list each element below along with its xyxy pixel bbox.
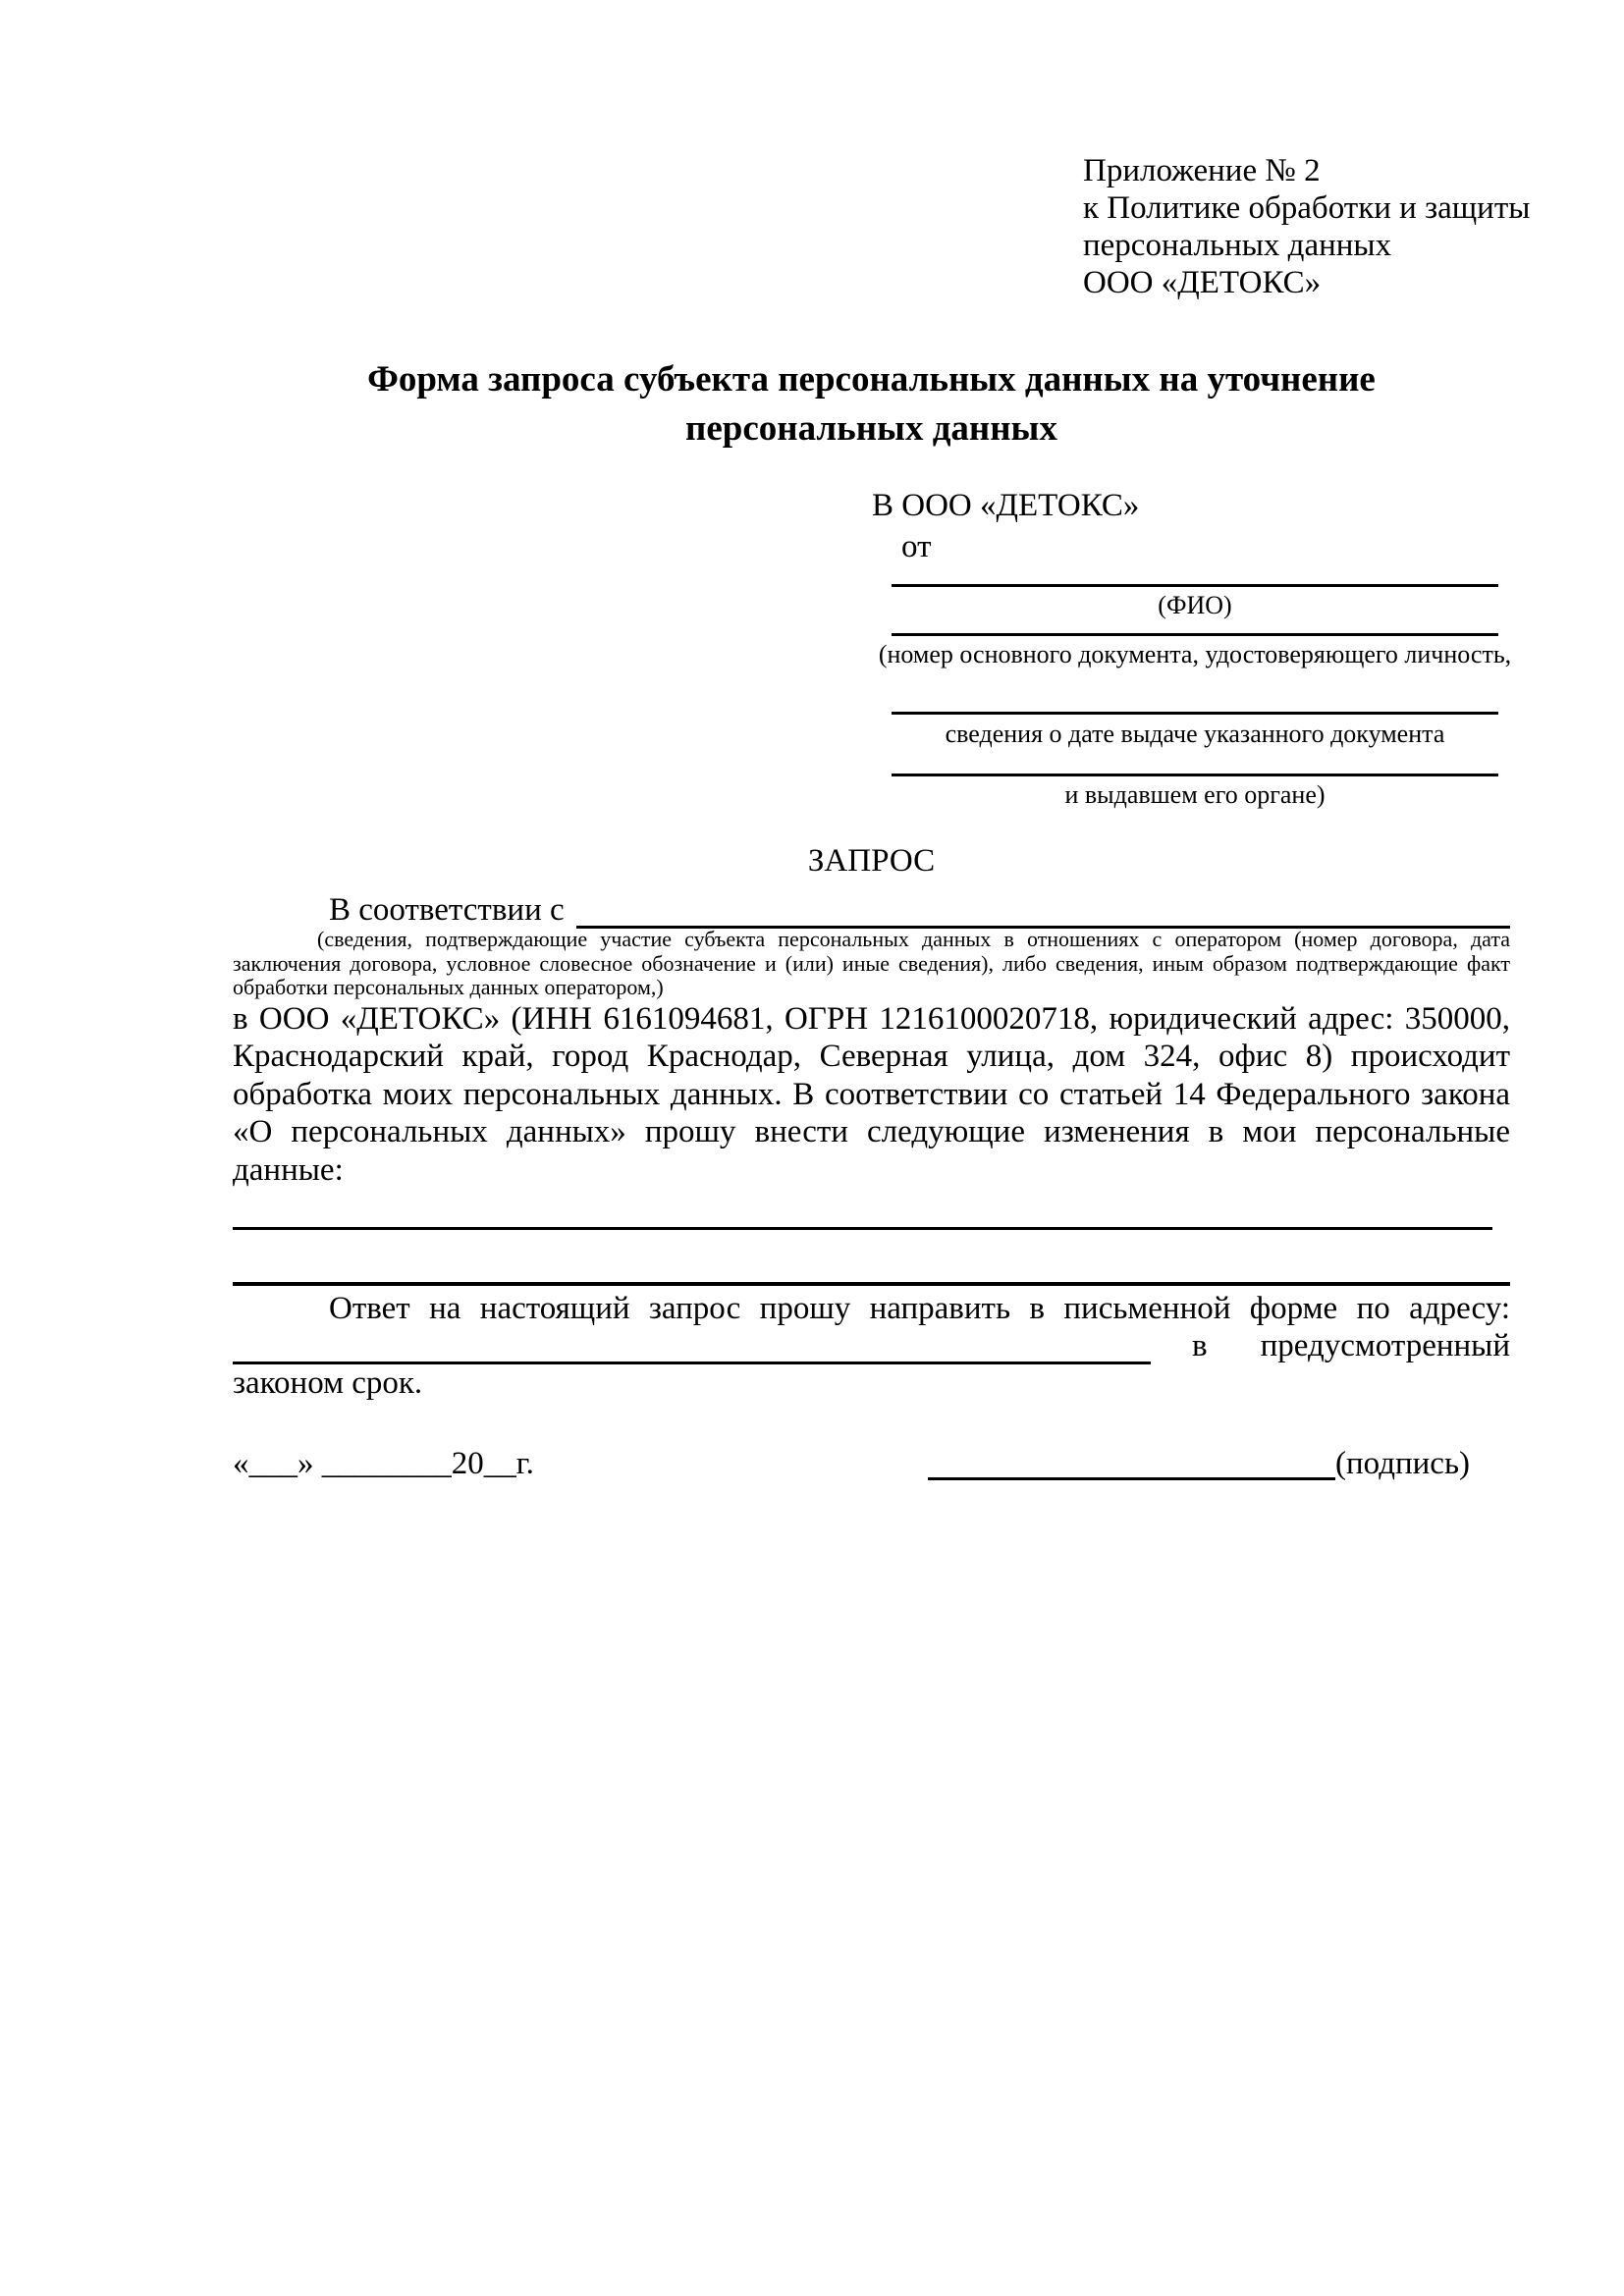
issue-org-blank-line (892, 739, 1498, 776)
form-title (233, 355, 1510, 454)
header-line-personal-data: персональных данных (1083, 228, 1392, 263)
signature-blank-line (928, 1445, 1335, 1480)
signature-label: (подпись) (1335, 1446, 1470, 1481)
request-heading: ЗАПРОС (807, 843, 936, 879)
body-paragraph (233, 1000, 1510, 1189)
changes-blank-line-1 (233, 1193, 1492, 1230)
footnote-line-3: обработки персональных данных оператором,) (233, 975, 664, 999)
fio-blank-line (892, 550, 1498, 587)
intro-line (329, 891, 1510, 929)
footnote-line-2: заключения договора, условное словесное обозначение и (или) иные сведения), либо сведения, иным образом подтверждающие факт (233, 950, 1510, 976)
from-label: от (901, 529, 932, 564)
reply-line-3: законом срок. (233, 1365, 423, 1401)
form-title-line-1: Форма запроса субъекта персональных данных на уточнение (367, 359, 1376, 400)
body-line-4: «О персональных данных» прошу внести следующие изменения в мои персональные (233, 1114, 1510, 1150)
header-line-policy: к Политике обработки и защиты (1083, 190, 1531, 226)
reply-line-2 (233, 1327, 1510, 1364)
date-placeholder: «___» ________20__г. (233, 1446, 534, 1481)
doc-number-blank-line (892, 599, 1498, 636)
doc-number-label: (номер основного документа, удостоверяющего личность, (878, 640, 1512, 668)
issue-date-label: сведения о дате выдаче указанного документа (945, 720, 1445, 748)
body-line-3: обработка моих персональных данных. В соответствии со статьей 14 Федерального закона (233, 1076, 1510, 1112)
issue-org-label: и выдавшем его органе) (1064, 780, 1326, 809)
fio-label: (ФИО) (1158, 591, 1232, 619)
intro-prefix: В соответствии с (329, 892, 565, 928)
form-title-line-2: персональных данных (685, 408, 1057, 449)
reply-filler-word-2: предусмотренный (1260, 1328, 1510, 1363)
intro-blank-line (576, 894, 1510, 929)
header-line-org: ООО «ДЕТОКС» (1083, 265, 1322, 300)
footnote-block (233, 928, 1510, 1000)
issue-date-blank-line (892, 677, 1498, 715)
address-blank-line (233, 1328, 1151, 1364)
addressee-org: В ООО «ДЕТОКС» (872, 488, 1140, 523)
body-line-5: данные: (233, 1151, 344, 1188)
reply-line-1: Ответ на настоящий запрос прошу направить в письменной форме по адресу: (329, 1291, 1510, 1326)
body-line-1: в ООО «ДЕТОКС» (ИНН 6161094681, ОГРН 1216100020718, юридический адрес: 350000, (233, 1001, 1510, 1037)
changes-blank-line-2 (233, 1245, 1510, 1286)
body-line-2: Краснодарский край, город Краснодар, Северная улица, дом 324, офис 8) происходит (233, 1039, 1510, 1075)
reply-filler-word-1: в (1192, 1328, 1208, 1363)
footnote-line-1: (сведения, подтверждающие участие субъекта персональных данных в отношениях с оператором (номер договора, дата (317, 927, 1510, 951)
header-line-appendix: Приложение № 2 (1083, 153, 1321, 188)
header-block (1083, 152, 1530, 301)
